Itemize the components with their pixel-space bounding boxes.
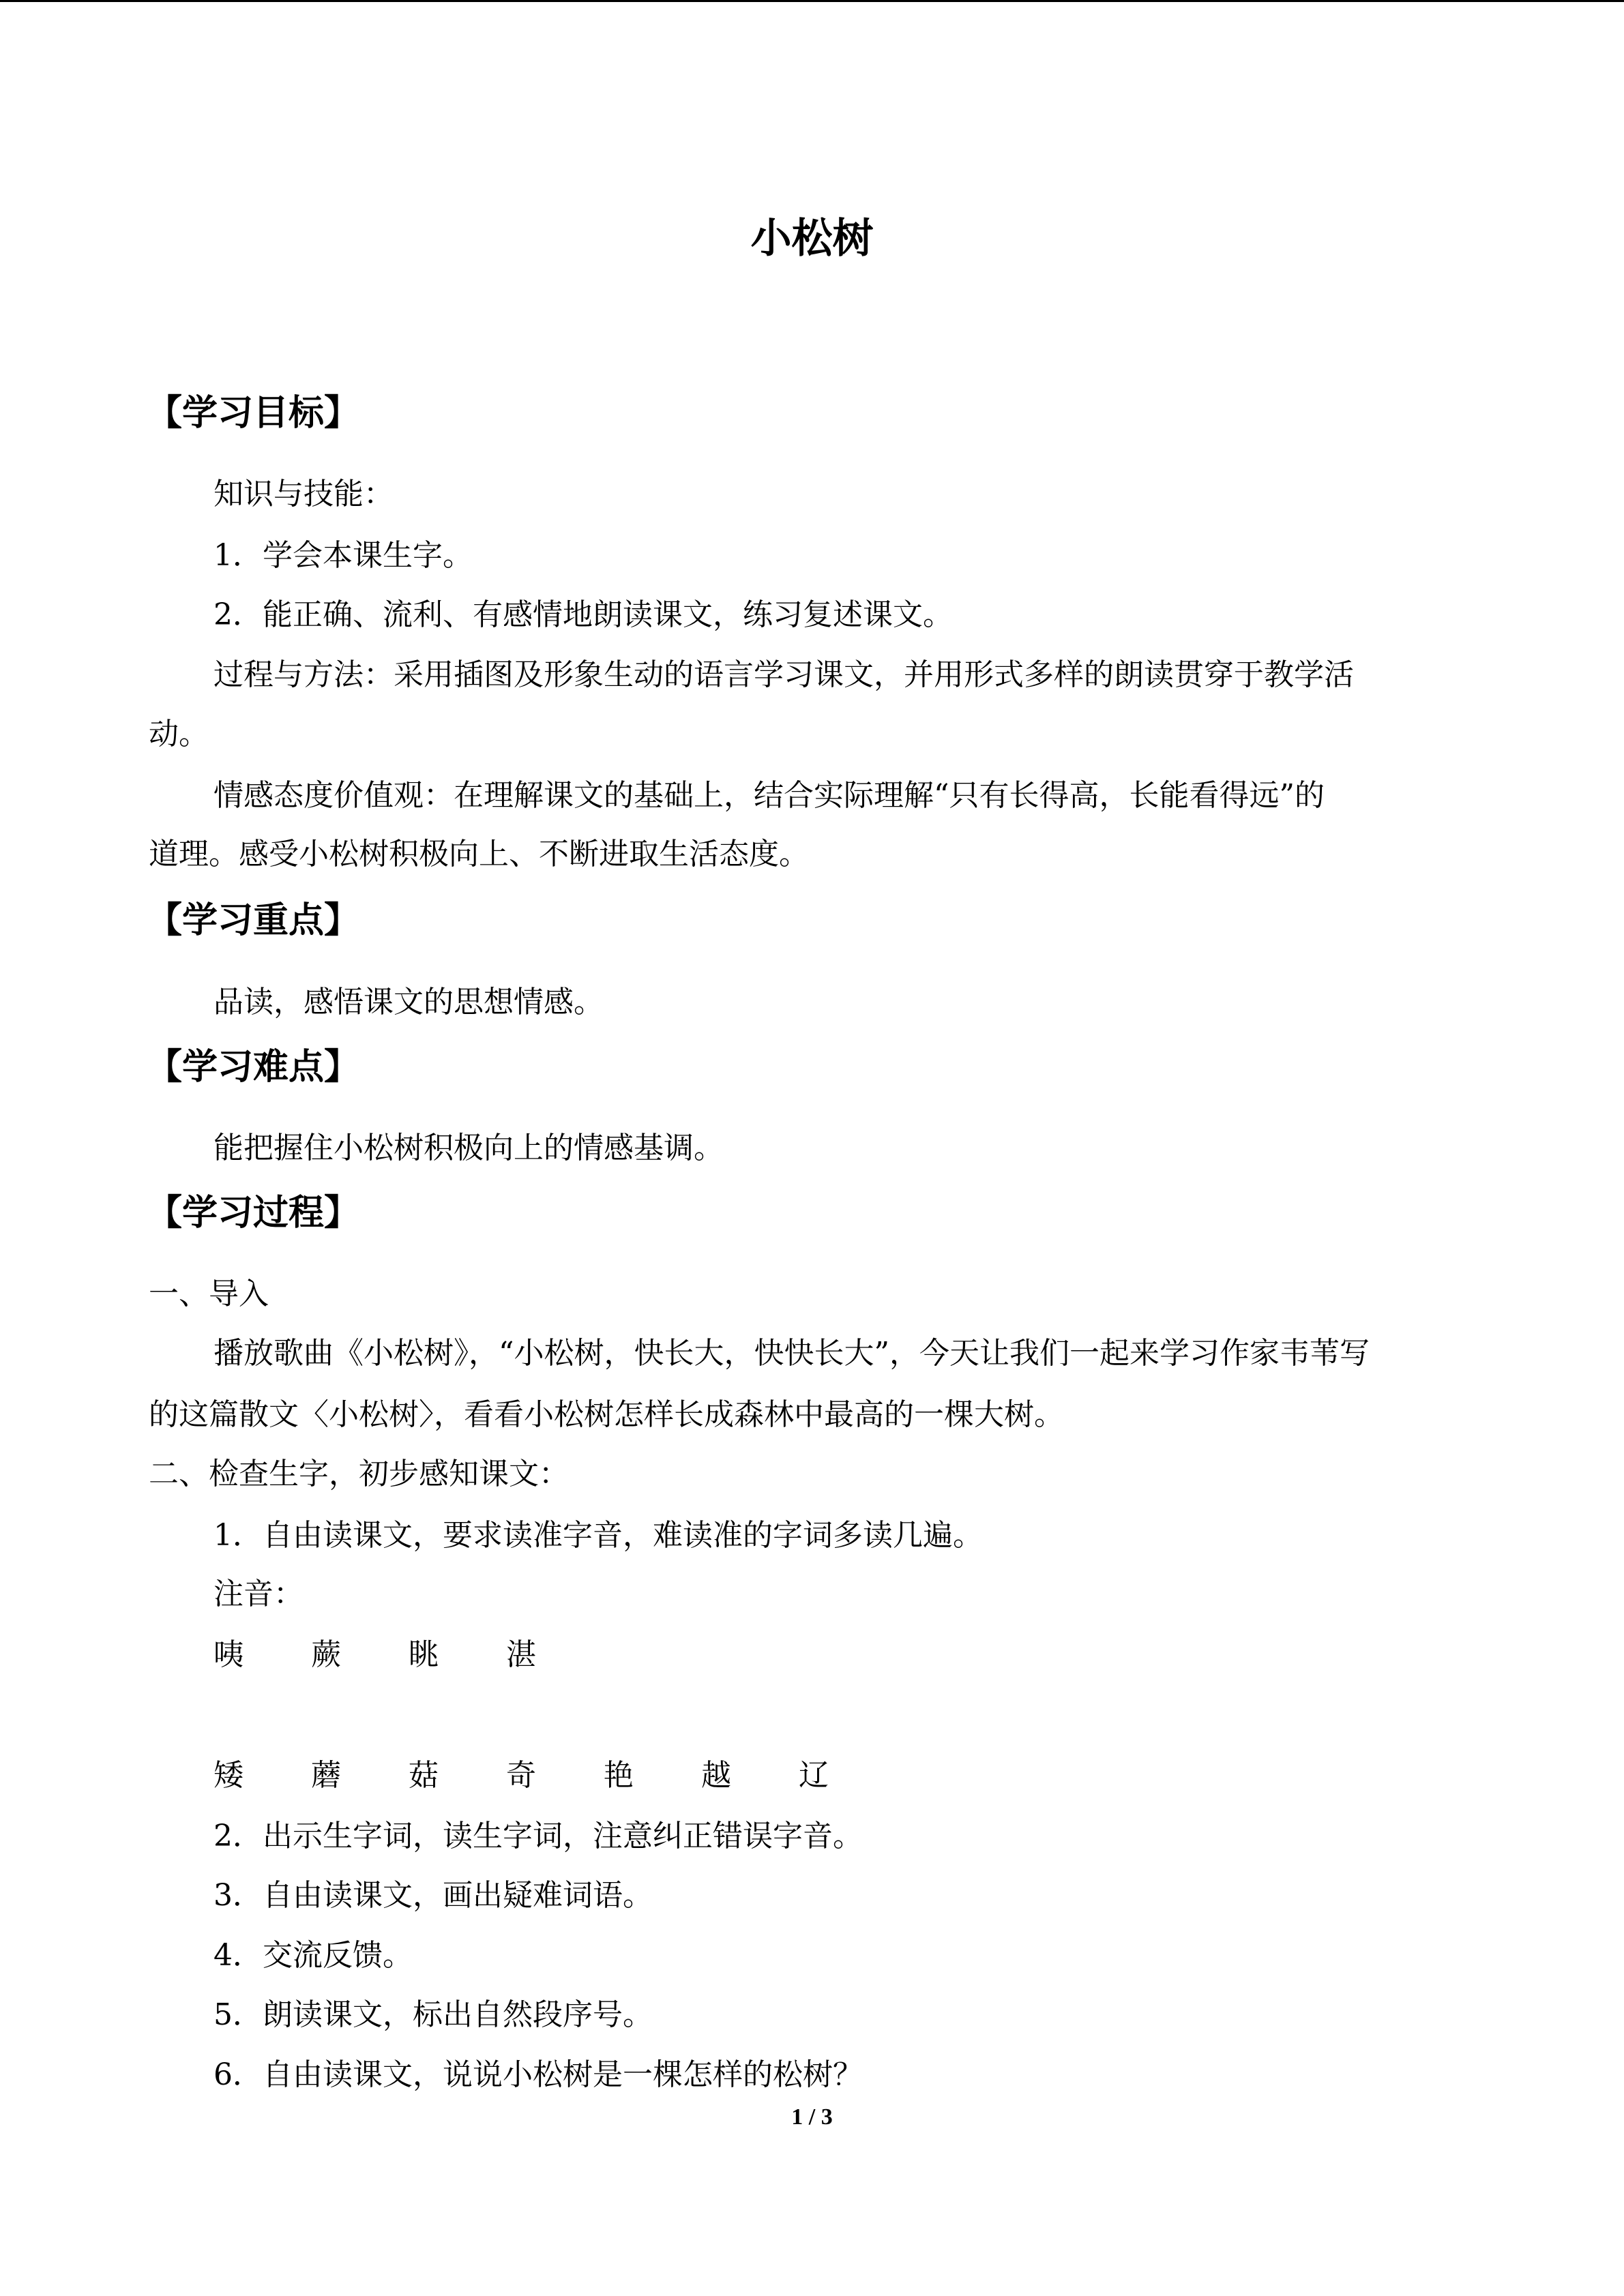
page-number: 1 / 3 (791, 2104, 833, 2130)
char-item: 眺 (409, 1637, 439, 1672)
page-title: 小松树 (750, 215, 874, 263)
section-heading-difficulty: 【学习难点】 (147, 1047, 360, 1088)
char-item: 湛 (506, 1637, 536, 1672)
emotion-line-1: 情感态度价值观：在理解课文的基础上，结合实际理解“只有长得高，长能看得远”的 (213, 778, 1325, 813)
part1-title: 一、导入 (149, 1277, 269, 1311)
char-item: 蘑 (311, 1758, 341, 1793)
method-line-2: 动。 (149, 717, 209, 751)
step-2: 2．出示生字词，读生字词，注意纠正错误字音。 (213, 1819, 863, 1853)
intro-line-1: 播放歌曲《小松树》，“小松树，快长大，快快长大”，今天让我们一起来学习作家韦苇写 (213, 1336, 1370, 1371)
section-heading-focus: 【学习重点】 (147, 900, 360, 941)
char-item: 蕨 (311, 1637, 341, 1672)
char-item: 咦 (213, 1637, 243, 1672)
step-1: 1．自由读课文，要求读准字音，难读准的字词多读几遍。 (213, 1518, 983, 1553)
step-6: 6．自由读课文，说说小松树是一棵怎样的松树？ (213, 2057, 863, 2092)
top-border-line (0, 0, 1624, 2)
char-item: 艳 (604, 1758, 634, 1793)
goal-item-1: 1．学会本课生字。 (213, 538, 473, 573)
section-heading-goals: 【学习目标】 (147, 393, 360, 434)
difficulty-text: 能把握住小松树积极向上的情感基调。 (213, 1131, 724, 1165)
pinyin-label: 注音： (213, 1577, 304, 1611)
char-row-2 (213, 1755, 896, 1796)
char-item: 矮 (213, 1758, 243, 1793)
part2-title: 二、检查生字，初步感知课文： (149, 1457, 569, 1491)
step-5: 5．朗读课文，标出自然段序号。 (213, 1997, 653, 2032)
char-item: 辽 (799, 1758, 829, 1793)
step-3: 3．自由读课文，画出疑难词语。 (213, 1878, 653, 1913)
method-line-1: 过程与方法：采用插图及形象生动的语言学习课文，并用形式多样的朗读贯穿于教学活 (213, 657, 1354, 692)
intro-line-2: 的这篇散文〈小松树〉，看看小松树怎样长成森林中最高的一棵大树。 (149, 1397, 1064, 1432)
char-row-1 (213, 1635, 604, 1675)
char-item: 越 (701, 1758, 731, 1793)
goal-item-2: 2．能正确、流利、有感情地朗读课文，练习复述课文。 (213, 597, 953, 632)
knowledge-label: 知识与技能： (213, 477, 394, 511)
focus-text: 品读，感悟课文的思想情感。 (213, 985, 604, 1019)
char-item: 奇 (506, 1758, 536, 1793)
step-4: 4．交流反馈。 (213, 1938, 413, 1973)
emotion-line-2: 道理。感受小松树积极向上、不断进取生活态度。 (149, 837, 809, 871)
char-item: 菇 (409, 1758, 439, 1793)
section-heading-process: 【学习过程】 (147, 1193, 360, 1234)
